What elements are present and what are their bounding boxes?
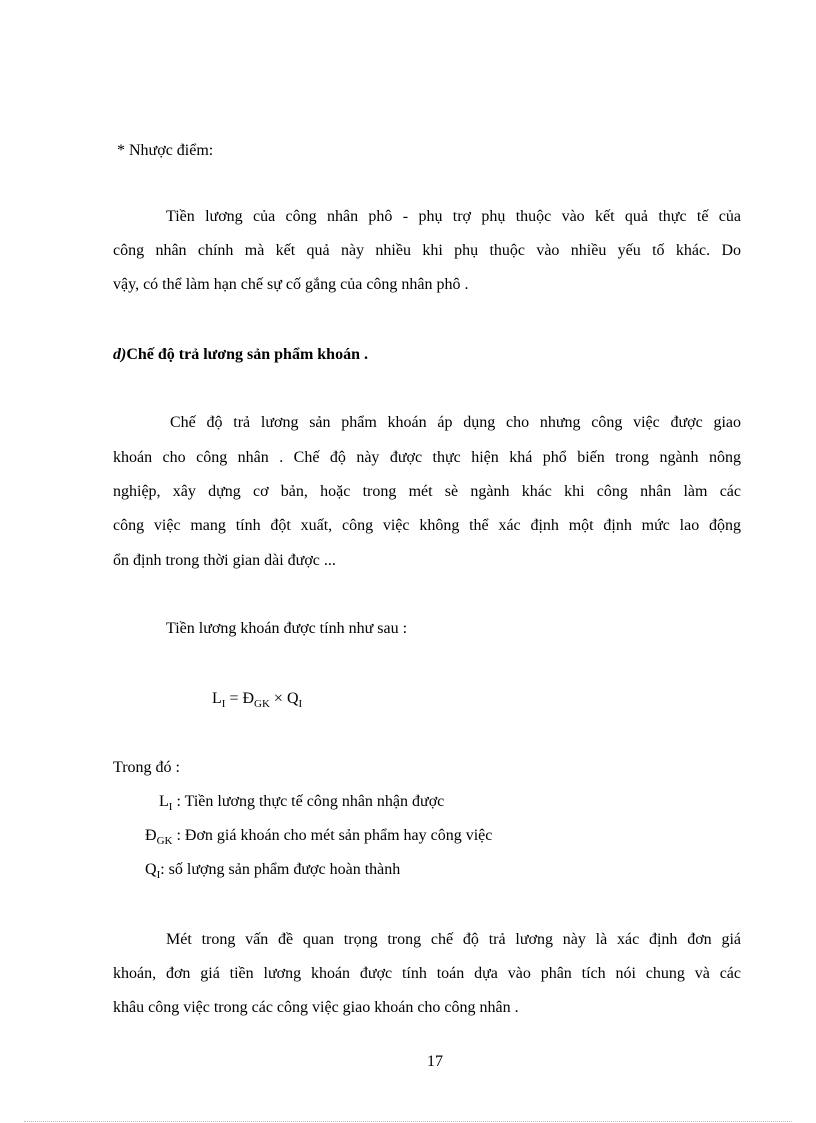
paragraph-3-line-2: khoán, đơn giá tiền lương khoán được tính toán dựa vào phân tích nói chung và các — [113, 965, 741, 982]
def-symbol: Q — [145, 861, 157, 878]
paragraph-2-line-5: ổn định trong thời gian dài được ... — [113, 552, 336, 569]
disadvantage-heading: * Nhược điểm: — [117, 142, 214, 159]
section-marker: d) — [113, 346, 127, 363]
formula-times: × Q — [269, 690, 299, 707]
formula-intro: Tiền lương khoán được tính như sau : — [166, 620, 408, 637]
where-label: Trong đó : — [113, 759, 180, 776]
section-title: Chế độ trả lương sản phẩm khoán . — [126, 346, 368, 363]
paragraph-2-line-3: nghiệp, xây dựng cơ bản, hoặc trong mét sè ngành khác khi công nhân làm các — [113, 483, 741, 500]
def-text: : Tiền lương thực tế công nhân nhận được — [172, 793, 445, 810]
formula-q-sub: I — [298, 698, 303, 710]
paragraph-2-line-4: công việc mang tính đột xuất, công việc không thể xác định một định mức lao động — [113, 517, 741, 534]
section-heading — [113, 345, 368, 365]
formula — [212, 689, 302, 709]
formula-lhs-sub: I — [221, 698, 226, 710]
def-symbol: Đ — [145, 827, 157, 844]
paragraph-2-line-2: khoán cho công nhân . Chế độ này được thực hiện khá phổ biến trong ngành nông — [113, 449, 741, 466]
formula-lhs: L — [212, 690, 222, 707]
paragraph-3-line-1: Mét trong vấn đề quan trọng trong chế độ trả lương này là xác định đơn giá — [166, 931, 741, 948]
paragraph-2-line-1: Chế độ trả lương sản phẩm khoán áp dụng cho nhưng công việc được giao — [170, 414, 741, 431]
definition-li — [159, 792, 444, 812]
def-symbol-sub: GK — [156, 835, 173, 847]
def-symbol-sub: I — [168, 801, 173, 813]
paragraph-1-line-1: Tiền lương của công nhân phô - phụ trợ phụ thuộc vào kết quả thực tế của — [166, 208, 741, 225]
formula-dgk-sub: GK — [254, 698, 270, 710]
def-text: : số lượng sản phẩm được hoàn thành — [160, 861, 401, 878]
formula-eq: = Đ — [225, 690, 255, 707]
definition-dgk — [145, 826, 492, 846]
page-bottom-divider — [24, 1121, 792, 1122]
page-number: 17 — [427, 1053, 443, 1070]
definition-qi — [145, 860, 400, 880]
paragraph-3-line-3: khâu công việc trong các công việc giao khoán cho công nhân . — [113, 999, 519, 1016]
def-symbol: L — [159, 793, 169, 810]
paragraph-1-line-2: công nhân chính mà kết quả này nhiều khi phụ thuộc vào nhiều yếu tố khác. Do — [113, 242, 741, 259]
def-symbol-sub: I — [156, 869, 161, 881]
paragraph-1-line-3: vậy, có thể làm hạn chế sự cố gắng của công nhân phô . — [113, 276, 469, 293]
def-text: : Đơn giá khoán cho mét sản phẩm hay công việc — [172, 827, 493, 844]
